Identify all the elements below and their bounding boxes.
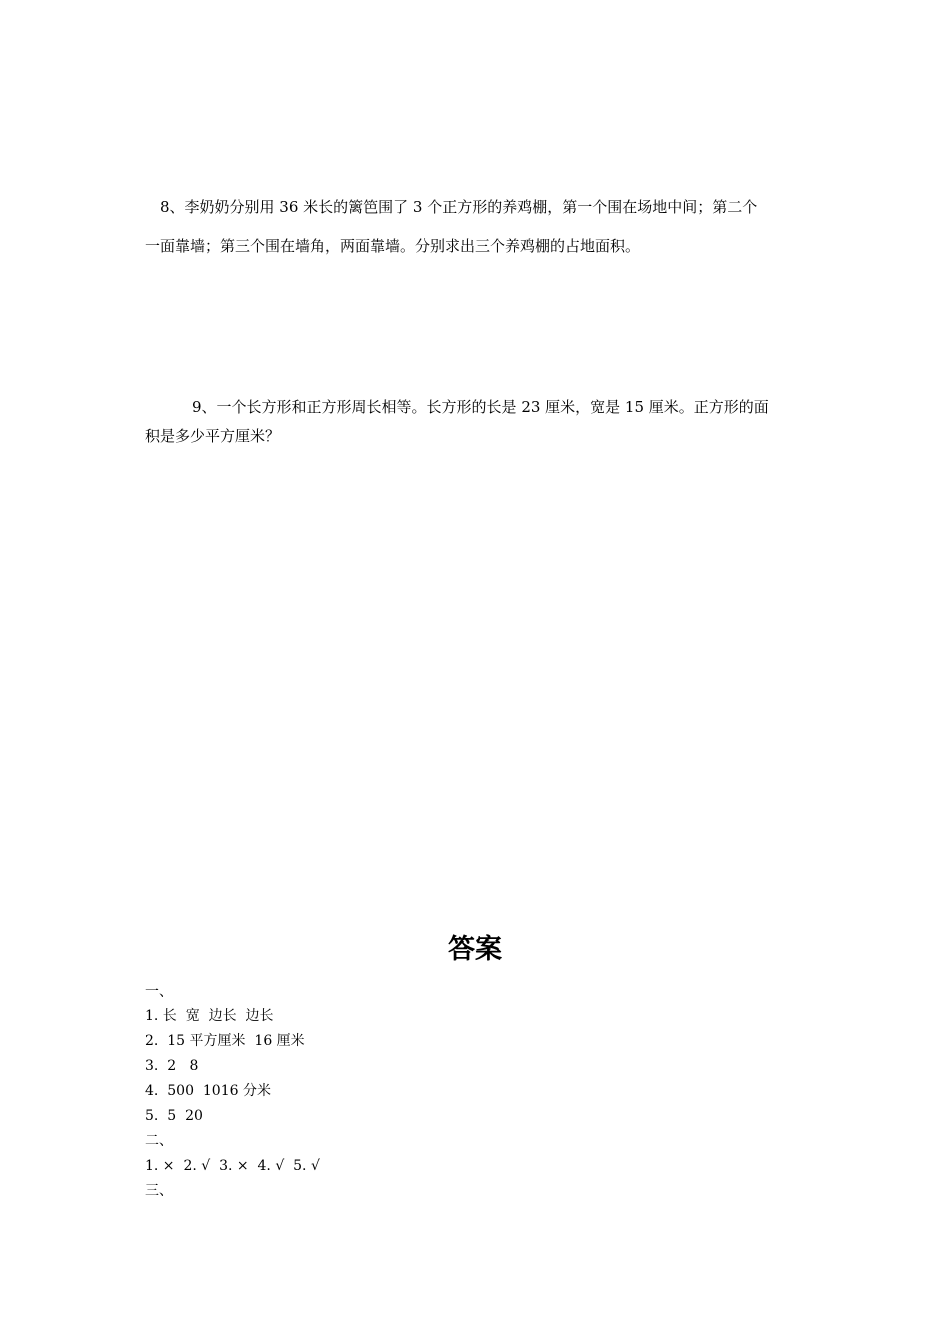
answer-title: 答案 bbox=[448, 934, 502, 965]
answer-section-1-heading: 一、 bbox=[145, 984, 173, 1000]
answer-line: 1. 长 宽 边长 边长 bbox=[145, 1008, 274, 1024]
answer-line: 2. 15 平方厘米 16 厘米 bbox=[145, 1033, 305, 1049]
answer-line: 4. 500 1016 分米 bbox=[145, 1083, 271, 1099]
answer-line: 5. 5 20 bbox=[145, 1108, 203, 1124]
answer-section-3-heading: 三、 bbox=[145, 1183, 173, 1199]
question-9-line-2: 积是多少平方厘米？ bbox=[145, 427, 281, 445]
question-8-line-1: 8、李奶奶分别用 36 米长的篱笆围了 3 个正方形的养鸡棚，第一个围在场地中间；第二个 bbox=[160, 198, 758, 216]
answer-section-2-heading: 二、 bbox=[145, 1133, 173, 1149]
question-9-line-1: 9、一个长方形和正方形周长相等。长方形的长是 23 厘米，宽是 15 厘米。正方形的面 bbox=[192, 398, 769, 416]
question-8-line-2: 一面靠墙；第三个围在墙角，两面靠墙。分别求出三个养鸡棚的占地面积。 bbox=[145, 237, 641, 255]
answer-line: 1. × 2. √ 3. × 4. √ 5. √ bbox=[145, 1158, 320, 1174]
answer-line: 3. 2 8 bbox=[145, 1058, 199, 1074]
